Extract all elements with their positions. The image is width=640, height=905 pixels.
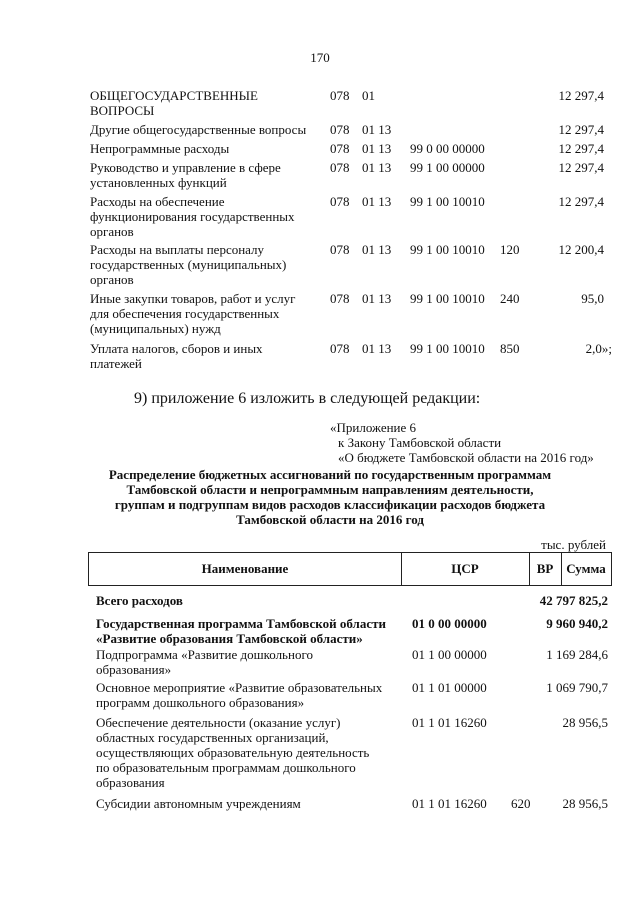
row-name: Непрограммные расходы xyxy=(90,141,230,156)
table-row xyxy=(0,141,640,157)
page-number: 170 xyxy=(310,50,330,65)
row-sum: 12 297,4 xyxy=(558,141,604,156)
row-sum: 95,0 xyxy=(581,291,604,306)
row-csr: 99 0 00 00000 xyxy=(410,141,485,156)
header-name: Наименование xyxy=(201,561,289,576)
row-vr: 240 xyxy=(500,291,520,306)
row-name: Подпрограмма «Развитие дошкольного образования» xyxy=(96,647,313,677)
row-sum: 2,0»; xyxy=(585,341,612,356)
document-title: Распределение бюджетных ассигнований по государственным программам Тамбовской области и непрограммным направлениям деятельности, группам и подгруппам видов расходов классификации расходов бюджета Тамбовской области на 2016 год xyxy=(108,467,552,527)
row-sum: 12 297,4 xyxy=(558,88,604,103)
table-row xyxy=(0,593,640,609)
table-header xyxy=(88,552,612,586)
row-sum: 9 960 940,2 xyxy=(546,616,608,631)
row-csr: 99 1 00 00000 xyxy=(410,160,485,175)
row-sum: 1 169 284,6 xyxy=(546,647,608,662)
table-row xyxy=(0,647,640,679)
row-sum: 12 297,4 xyxy=(558,194,604,209)
row-min: 078 xyxy=(330,194,350,209)
row-rz: 01 xyxy=(362,88,375,103)
row-min: 078 xyxy=(330,242,350,257)
table-row xyxy=(0,341,640,373)
row-min: 078 xyxy=(330,141,350,156)
appendix-line: к Закону Тамбовской области xyxy=(338,435,502,450)
row-min: 078 xyxy=(330,122,350,137)
row-rz: 01 13 xyxy=(362,341,392,356)
table-row xyxy=(0,194,640,240)
header-csr: ЦСР xyxy=(451,561,479,576)
row-name: Другие общегосударственные вопросы xyxy=(90,122,307,137)
row-name: Расходы на выплаты персоналу государственных (муниципальных) органов xyxy=(90,242,287,287)
table-row xyxy=(0,122,640,138)
row-csr: 01 1 01 16260 xyxy=(412,796,487,811)
row-sum: 12 297,4 xyxy=(558,122,604,137)
row-csr: 01 0 00 00000 xyxy=(412,616,487,631)
row-vr: 120 xyxy=(500,242,520,257)
table-row xyxy=(0,680,640,712)
row-min: 078 xyxy=(330,160,350,175)
row-rz: 01 13 xyxy=(362,291,392,306)
row-csr: 01 1 00 00000 xyxy=(412,647,487,662)
row-sum: 1 069 790,7 xyxy=(546,680,608,695)
row-rz: 01 13 xyxy=(362,141,392,156)
units-label: тыс. рублей xyxy=(541,537,606,552)
row-vr: 850 xyxy=(500,341,520,356)
table-row xyxy=(0,616,640,648)
row-csr: 99 1 00 10010 xyxy=(410,242,485,257)
table-row xyxy=(0,242,640,288)
row-name: Всего расходов xyxy=(96,593,183,608)
row-rz: 01 13 xyxy=(362,122,392,137)
table-row xyxy=(0,160,640,192)
row-rz: 01 13 xyxy=(362,194,392,209)
appendix-header xyxy=(330,420,594,465)
table-row xyxy=(0,291,640,337)
table-row xyxy=(0,715,640,793)
row-csr: 99 1 00 10010 xyxy=(410,341,485,356)
row-name: Иные закупки товаров, работ и услуг для обеспечения государственных (муниципальных) нужд xyxy=(90,291,296,336)
row-name: Уплата налогов, сборов и иных платежей xyxy=(90,341,263,371)
header-sum: Сумма xyxy=(566,561,606,576)
header-vr: ВР xyxy=(536,561,554,576)
row-min: 078 xyxy=(330,291,350,306)
row-min: 078 xyxy=(330,341,350,356)
row-name: Субсидии автономным учреждениям xyxy=(96,796,301,811)
row-sum: 12 200,4 xyxy=(558,242,604,257)
row-csr: 99 1 00 10010 xyxy=(410,291,485,306)
row-rz: 01 13 xyxy=(362,160,392,175)
row-csr: 99 1 00 10010 xyxy=(410,194,485,209)
row-name: Расходы на обеспечение функционирования государственных органов xyxy=(90,194,295,239)
row-name: Обеспечение деятельности (оказание услуг) областных государственных организаций, осуществляющих образовательную деятельность по образовательным программам дошкольного образования xyxy=(96,715,370,790)
row-csr: 01 1 01 00000 xyxy=(412,680,487,695)
row-name: ОБЩЕГОСУДАРСТВЕННЫЕ ВОПРОСЫ xyxy=(90,88,258,118)
row-sum: 12 297,4 xyxy=(558,160,604,175)
row-min: 078 xyxy=(330,88,350,103)
row-sum: 28 956,5 xyxy=(562,796,608,811)
row-sum: 42 797 825,2 xyxy=(539,593,608,608)
appendix-line: «Приложение 6 xyxy=(330,420,417,435)
row-name: Государственная программа Тамбовской области «Развитие образования Тамбовской области» xyxy=(96,616,386,646)
row-rz: 01 13 xyxy=(362,242,392,257)
row-sum: 28 956,5 xyxy=(562,715,608,730)
table-row xyxy=(0,88,640,118)
row-csr: 01 1 01 16260 xyxy=(412,715,487,730)
amendment-item: 9) приложение 6 изложить в следующей редакции: xyxy=(134,390,481,407)
appendix-line: «О бюджете Тамбовской области на 2016 год» xyxy=(338,450,594,465)
table-row xyxy=(0,796,640,812)
row-vr: 620 xyxy=(511,796,531,811)
row-name: Основное мероприятие «Развитие образовательных программ дошкольного образования» xyxy=(96,680,383,710)
row-name: Руководство и управление в сфере установленных функций xyxy=(90,160,281,190)
